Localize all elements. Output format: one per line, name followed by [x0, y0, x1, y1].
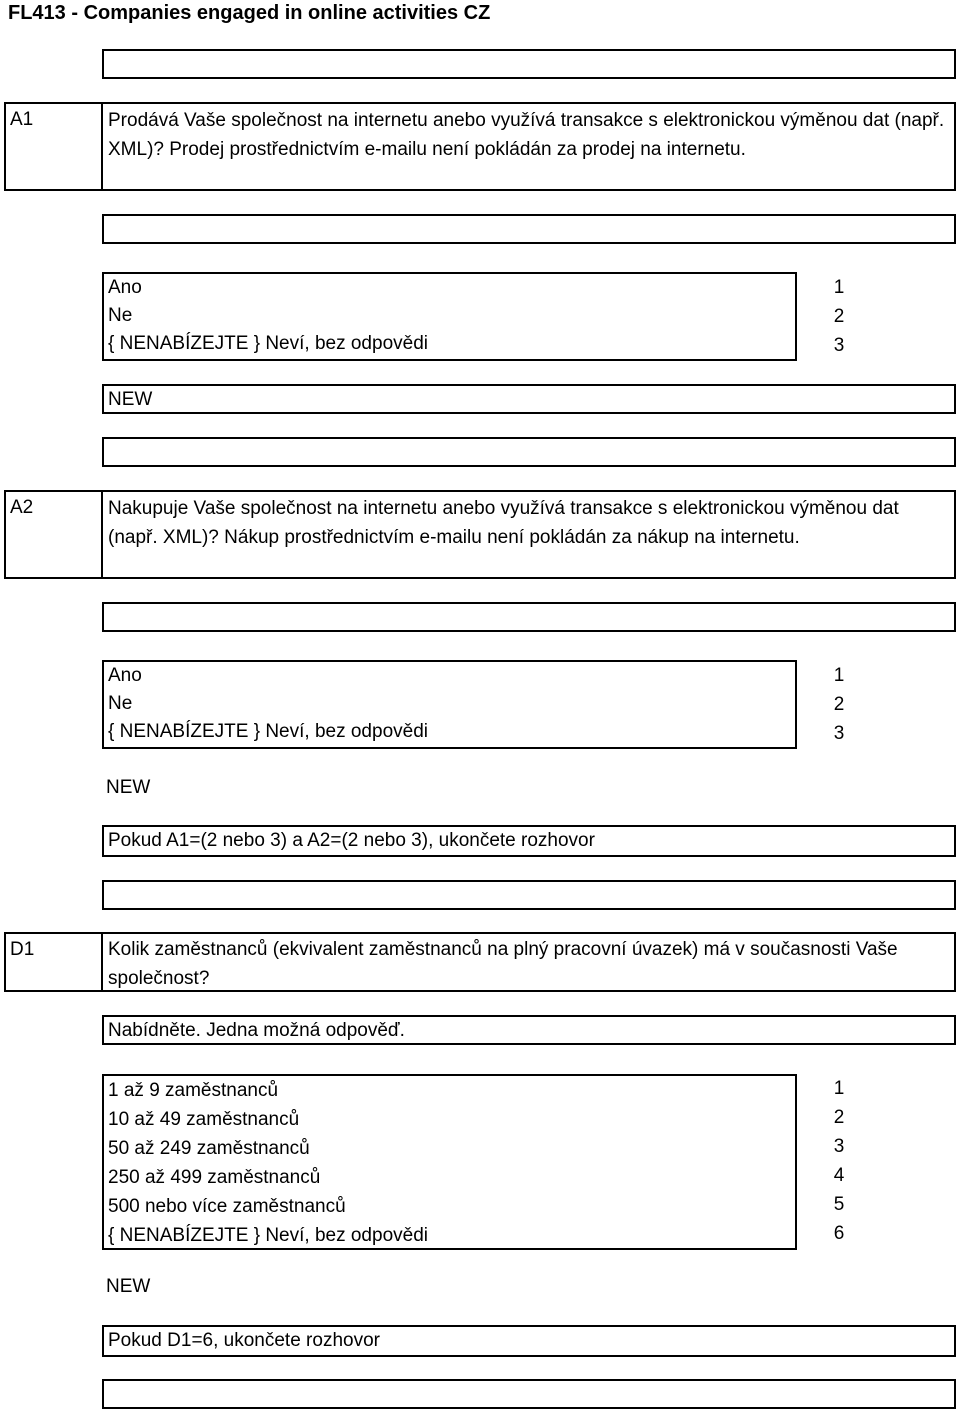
option-label: { NENABÍZEJTE } Neví, bez odpovědi	[108, 721, 428, 742]
question-text-cell	[101, 932, 956, 992]
option-code: 3	[833, 1136, 845, 1157]
option-label: 50 až 249 zaměstnanců	[108, 1138, 310, 1159]
question-text: Prodává Vaše společnost na internetu anebo využívá transakce s elektronickou výměnou dat (např. XML)? Prodej prostřednictvím e-mailu není pokládán za prodej na internetu.	[108, 110, 945, 160]
options-box	[102, 272, 797, 361]
option-code: 6	[833, 1223, 845, 1244]
new-row	[102, 384, 956, 414]
question-id: A2	[10, 497, 34, 518]
option-label: 1 až 9 zaměstnanců	[108, 1080, 279, 1101]
instruction-row	[102, 1015, 956, 1045]
question-text: Kolik zaměstnanců (ekvivalent zaměstnanců na plný pracovní úvazek) má v současnosti Vaše společnost?	[108, 939, 898, 989]
option-code: 2	[833, 694, 845, 715]
routing-row	[102, 825, 956, 857]
option-code: 2	[833, 306, 845, 327]
option-code: 3	[833, 723, 845, 744]
option-code: 1	[833, 665, 845, 686]
option-label: 500 nebo více zaměstnanců	[108, 1196, 346, 1217]
new-label: NEW	[108, 389, 153, 410]
option-code: 4	[833, 1165, 845, 1186]
routing-row	[102, 1325, 956, 1357]
empty-row	[102, 437, 956, 467]
option-code: 1	[833, 277, 845, 298]
question-id: A1	[10, 109, 34, 130]
option-label: Ano	[108, 665, 142, 686]
question-text-cell	[101, 102, 956, 191]
empty-row	[102, 1379, 956, 1409]
question-text: Nakupuje Vaše společnost na internetu anebo využívá transakce s elektronickou výměnou dat (např. XML)? Nákup prostřednictvím e-mailu není pokládán za nákup na internetu.	[108, 498, 899, 548]
question-text-cell	[101, 490, 956, 579]
new-label: NEW	[106, 1276, 151, 1297]
option-label: 250 až 499 zaměstnanců	[108, 1167, 321, 1188]
option-code: 2	[833, 1107, 845, 1128]
empty-row	[102, 214, 956, 244]
option-label: Ne	[108, 305, 133, 326]
empty-row	[102, 880, 956, 910]
options-box	[102, 1074, 797, 1250]
empty-row	[102, 49, 956, 79]
option-code: 1	[833, 1078, 845, 1099]
option-label: 10 až 49 zaměstnanců	[108, 1109, 300, 1130]
new-label: NEW	[106, 777, 151, 798]
option-code: 3	[833, 335, 845, 356]
empty-row	[102, 602, 956, 632]
question-id-cell	[4, 490, 103, 579]
page-title: FL413 - Companies engaged in online activities CZ	[8, 2, 491, 24]
option-label: { NENABÍZEJTE } Neví, bez odpovědi	[108, 333, 428, 354]
option-label: { NENABÍZEJTE } Neví, bez odpovědi	[108, 1225, 428, 1246]
routing-text: Pokud A1=(2 nebo 3) a A2=(2 nebo 3), ukončete rozhovor	[108, 830, 595, 851]
question-id-cell	[4, 102, 103, 191]
question-id: D1	[10, 939, 35, 960]
options-box	[102, 660, 797, 749]
option-code: 5	[833, 1194, 845, 1215]
option-label: Ano	[108, 277, 142, 298]
instruction-text: Nabídněte. Jedna možná odpověď.	[108, 1020, 405, 1041]
routing-text: Pokud D1=6, ukončete rozhovor	[108, 1330, 380, 1351]
option-label: Ne	[108, 693, 133, 714]
question-id-cell	[4, 932, 103, 992]
